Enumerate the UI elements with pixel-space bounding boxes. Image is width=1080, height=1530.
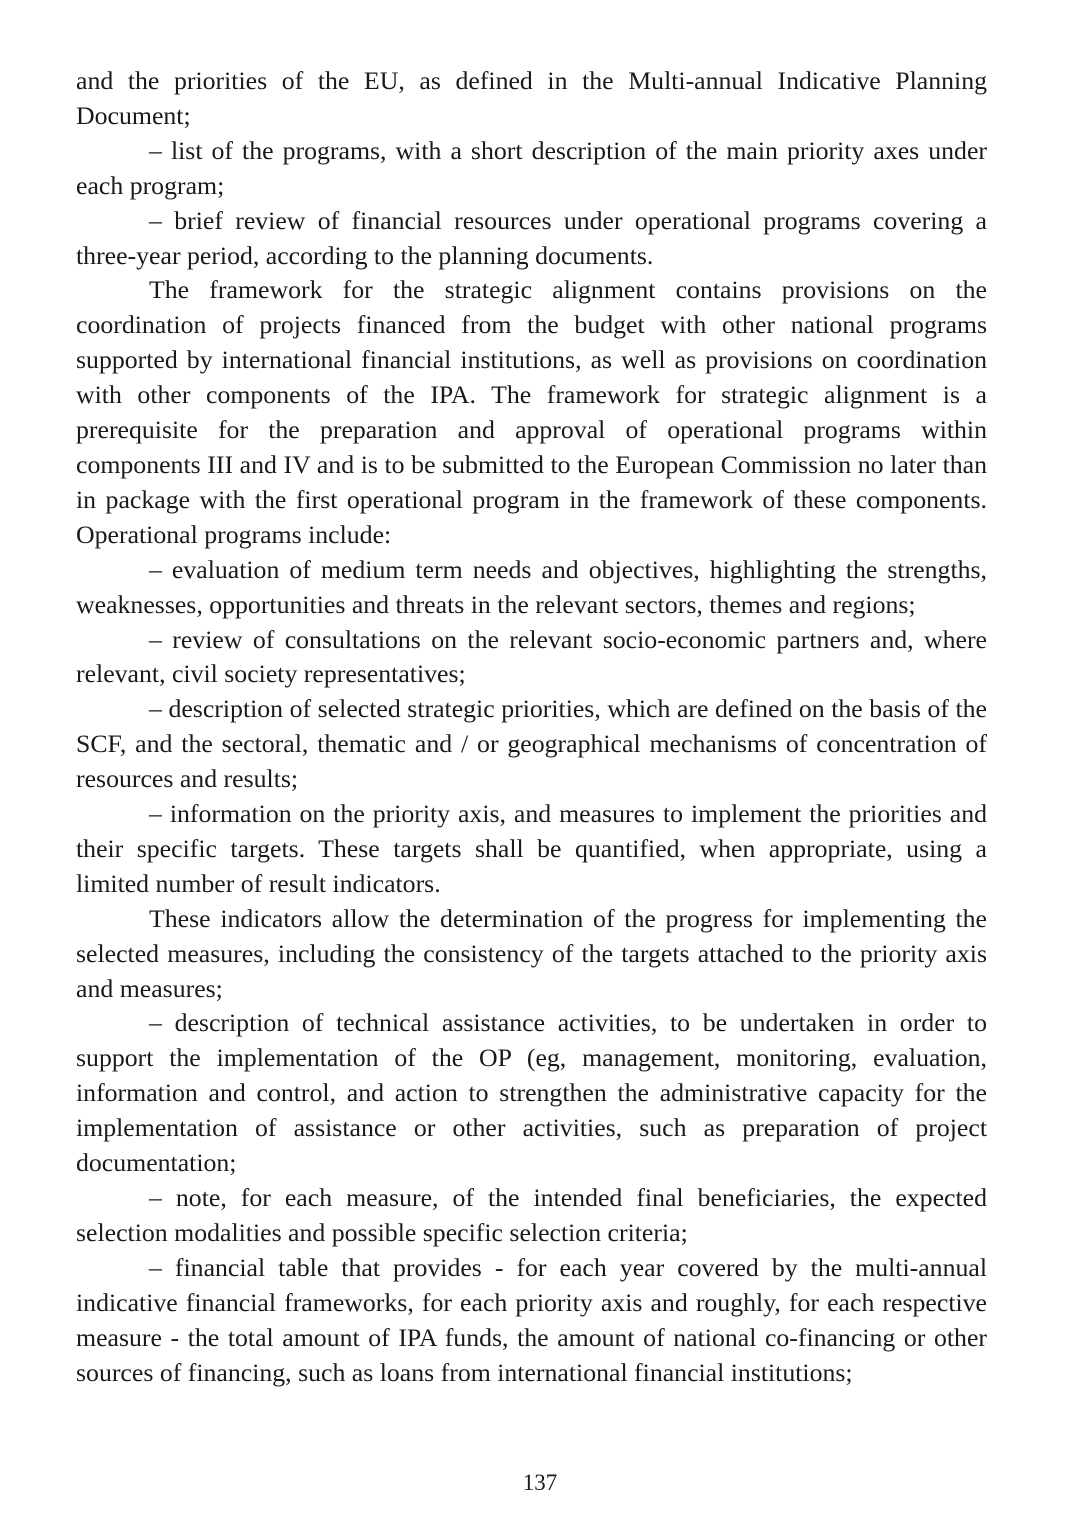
page-body [76, 64, 987, 1390]
paragraph-strategic-alignment: The framework for the strategic alignment contains provisions on the coordination of projects financed from the budget with other national programs supported by international financial institutions, as well as provisions on coordination with other components of the IPA. The framework for strategic alignment is a prerequisite for the preparation and approval of operational programs within components III and IV and is to be submitted to the European Commission no later than in package with the first operational program in the framework of these components. Operational programs include: [76, 275, 987, 549]
list-item-programs: – list of the programs, with a short description of the main priority axes under each program; [76, 135, 987, 200]
list-item-evaluation: – evaluation of medium term needs and objectives, highlighting the strengths, weaknesses, opportunities and threats in the relevant sectors, themes and regions; [76, 554, 987, 619]
list-item-priority-axis: – information on the priority axis, and measures to implement the priorities and their specific targets. These targets shall be quantified, when appropriate, using a limited number of result indicators. [76, 799, 987, 898]
list-item-technical-assistance: – description of technical assistance activities, to be undertaken in order to support the implementation of the OP (eg, management, monitoring, evaluation, information and control, and action to strengthen the administrative capacity for the implementation of assistance or other activities, such as preparation of project documentation; [76, 1008, 987, 1178]
list-item-beneficiaries: – note, for each measure, of the intended final beneficiaries, the expected selection modalities and possible specific selection criteria; [76, 1183, 987, 1247]
list-item-consultations: – review of consultations on the relevant socio-economic partners and, where relevant, civil society representatives; [76, 624, 987, 689]
list-item-financial-resources: – brief review of financial resources under operational programs covering a three-year period, according to the planning documents. [76, 205, 987, 270]
page-number: 137 [522, 1470, 558, 1495]
paragraph-continuation: and the priorities of the EU, as defined in the Multi-annual Indicative Planning Document; [76, 66, 987, 130]
paragraph-indicators: These indicators allow the determination of the progress for implementing the selected measures, including the consistency of the targets attached to the priority axis and measures; [76, 903, 987, 1003]
list-item-financial-table: – financial table that provides - for each year covered by the multi-annual indicative financial frameworks, for each priority axis and roughly, for each respective measure - the total amount of IPA funds, the amount of national co-financing or other sources of financing, such as loans from international financial institutions; [76, 1252, 987, 1387]
list-item-strategic-priorities: – description of selected strategic priorities, which are defined on the basis of the SCF, and the sectoral, thematic and / or geographical mechanisms of concentration of resources and results; [76, 694, 987, 794]
